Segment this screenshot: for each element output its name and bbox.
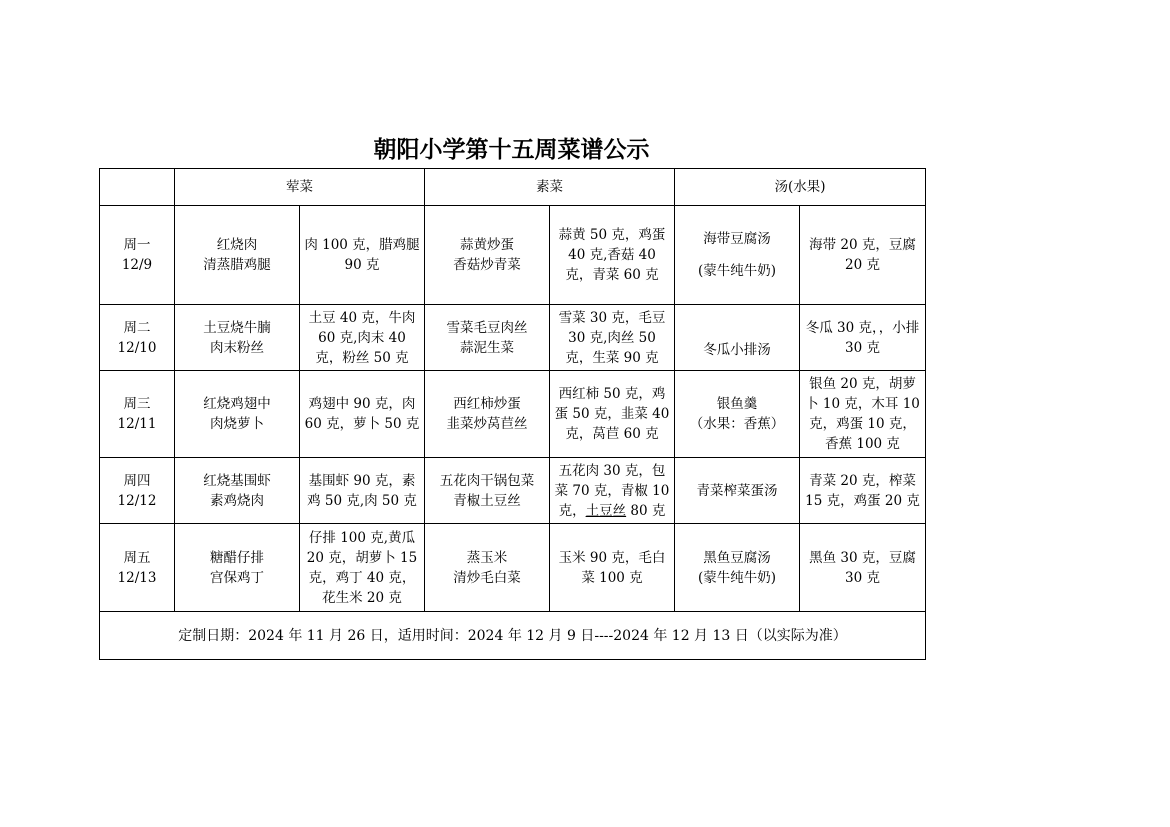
- table-row: [100, 371, 926, 458]
- veg-dish: 青椒土豆丝: [453, 492, 521, 509]
- menu-table: [99, 168, 926, 660]
- meat-dish: 肉末粉丝: [210, 339, 264, 356]
- day-cell: [100, 371, 175, 458]
- meat-dish: 清蒸腊鸡腿: [203, 257, 271, 273]
- soup-name: 银鱼羹: [716, 396, 758, 412]
- veg-dish: 五花肉干锅包菜: [439, 472, 535, 489]
- soup-qty-cell: [800, 305, 926, 371]
- day-cell: [100, 524, 175, 612]
- meat-dish: 土豆烧牛腩: [203, 319, 271, 336]
- soup-name: 海带豆腐汤: [703, 231, 771, 247]
- day-label: 周四: [123, 472, 151, 489]
- header-corner-cell: [100, 169, 175, 206]
- veg-qty-cell: [550, 305, 675, 371]
- day-cell: [100, 206, 175, 305]
- veg-qty-cell: [550, 524, 675, 612]
- table-row: [100, 524, 926, 612]
- veg-dish-cell: [425, 206, 550, 305]
- meat-dish-cell: [175, 524, 300, 612]
- footer-row: [100, 612, 926, 660]
- day-label: 周一: [123, 237, 151, 253]
- meat-dish-cell: [175, 305, 300, 371]
- meat-qty: 肉 100 克，腊鸡腿 90 克: [304, 237, 420, 273]
- soup-qty-cell: [800, 371, 926, 458]
- meat-dish: 糖醋仔排: [210, 549, 264, 566]
- soup-qty: 黑鱼 30 克，豆腐 30 克: [809, 549, 916, 586]
- veg-qty: 玉米 90 克，毛白菜 100 克: [558, 549, 666, 586]
- header-meat: 荤菜: [175, 169, 425, 206]
- soup-name: 黑鱼豆腐汤: [703, 549, 771, 566]
- meat-dish: 红烧肉: [216, 237, 258, 253]
- soup-name: 冬瓜小排汤: [703, 342, 771, 358]
- meat-dish: 红烧鸡翅中: [203, 396, 271, 412]
- meat-qty: 基围虾 90 克，素鸡 50 克,肉 50 克: [307, 472, 417, 509]
- soup-extra: （水果：香蕉）: [689, 416, 785, 432]
- soup-cell: [675, 305, 800, 371]
- meat-qty-cell: [300, 206, 425, 305]
- meat-qty-cell: [300, 524, 425, 612]
- date-label: 12/11: [117, 416, 157, 432]
- day-cell: [100, 458, 175, 524]
- meat-dish: 宫保鸡丁: [210, 569, 264, 586]
- day-label: 周二: [123, 319, 151, 336]
- meat-qty: 土豆 40 克，牛肉 60 克,肉末 40 克，粉丝 50 克: [308, 309, 416, 366]
- veg-qty-part: 五花肉 30 克，包菜 70 克，青椒 10 克，: [554, 462, 670, 519]
- table-row: [100, 206, 926, 305]
- soup-qty-cell: [800, 458, 926, 524]
- veg-dish-cell: [425, 524, 550, 612]
- meat-qty-cell: [300, 458, 425, 524]
- soup-cell: [675, 524, 800, 612]
- soup-qty: 青菜 20 克，榨菜 15 克，鸡蛋 20 克: [805, 472, 920, 509]
- day-label: 周五: [123, 549, 151, 566]
- soup-qty-cell: [800, 524, 926, 612]
- veg-dish: 清炒毛白菜: [453, 569, 521, 586]
- soup-cell: [675, 206, 800, 305]
- meat-dish: 肉烧萝卜: [210, 416, 264, 432]
- date-label: 12/12: [117, 492, 157, 509]
- veg-qty: 蒜黄 50 克，鸡蛋 40 克,香菇 40 克，青菜 60 克: [558, 227, 666, 283]
- veg-dish: 香菇炒青菜: [453, 257, 521, 273]
- veg-qty-cell: [550, 371, 675, 458]
- table-row: [100, 305, 926, 371]
- veg-qty-underlined: 土豆丝: [585, 502, 627, 519]
- soup-name: 青菜榨菜蛋汤: [696, 482, 778, 499]
- veg-dish: 蒜泥生菜: [460, 339, 514, 356]
- day-label: 周三: [123, 396, 151, 412]
- meat-qty-cell: [300, 371, 425, 458]
- veg-dish: 雪菜毛豆肉丝: [446, 319, 528, 336]
- soup-cell: [675, 458, 800, 524]
- veg-dish: 韭菜炒莴苣丝: [446, 416, 528, 432]
- veg-dish-cell: [425, 305, 550, 371]
- soup-qty: 冬瓜 30 克，，小排 30 克: [805, 319, 920, 356]
- meat-qty-cell: [300, 305, 425, 371]
- meat-qty: 仔排 100 克,黄瓜 20 克，胡萝卜 15 克，鸡丁 40 克，花生米 20 克: [306, 529, 418, 606]
- meat-dish-cell: [175, 458, 300, 524]
- soup-qty-cell: [800, 206, 926, 305]
- veg-dish: 蒸玉米: [466, 549, 508, 566]
- veg-qty: 西红柿 50 克，鸡蛋 50 克，韭菜 40 克，莴苣 60 克: [554, 386, 670, 442]
- meat-dish-cell: [175, 206, 300, 305]
- veg-qty: 雪菜 30 克，毛豆 30 克,肉丝 50 克，生菜 90 克: [558, 309, 666, 366]
- header-row: [100, 169, 926, 206]
- veg-qty: [554, 461, 670, 521]
- day-cell: [100, 305, 175, 371]
- soup-qty: 海带 20 克，豆腐 20 克: [809, 237, 916, 273]
- table-row: [100, 458, 926, 524]
- meat-dish: 素鸡烧肉: [210, 492, 264, 509]
- header-veg: 素菜: [425, 169, 675, 206]
- soup-extra: (蒙牛纯牛奶): [697, 569, 777, 586]
- soup-qty: 银鱼 20 克，胡萝卜 10 克，木耳 10 克，鸡蛋 10 克，香蕉 100 克: [805, 376, 920, 452]
- veg-dish-cell: [425, 371, 550, 458]
- veg-qty-part: 80 克: [626, 502, 666, 519]
- date-label: 12/13: [117, 569, 157, 586]
- soup-extra: (蒙牛纯牛奶): [697, 263, 777, 279]
- header-soup: 汤(水果): [675, 169, 926, 206]
- date-label: 12/9: [121, 257, 153, 273]
- page-title: 朝阳小学第十五周菜谱公示: [373, 137, 650, 163]
- veg-qty-cell: [550, 458, 675, 524]
- veg-qty-cell: [550, 206, 675, 305]
- footer-note: 定制日期：2024 年 11 月 26 日，适用时间：2024 年 12 月 9 日----2024 年 12 月 13 日（以实际为准）: [100, 612, 926, 660]
- soup-cell: [675, 371, 800, 458]
- veg-dish: 西红柿炒蛋: [453, 396, 521, 412]
- date-label: 12/10: [117, 339, 157, 356]
- veg-dish-cell: [425, 458, 550, 524]
- meat-qty: 鸡翅中 90 克，肉 60 克，萝卜 50 克: [304, 396, 420, 432]
- meat-dish: 红烧基围虾: [203, 472, 271, 489]
- veg-dish: 蒜黄炒蛋: [460, 237, 514, 253]
- meat-dish-cell: [175, 371, 300, 458]
